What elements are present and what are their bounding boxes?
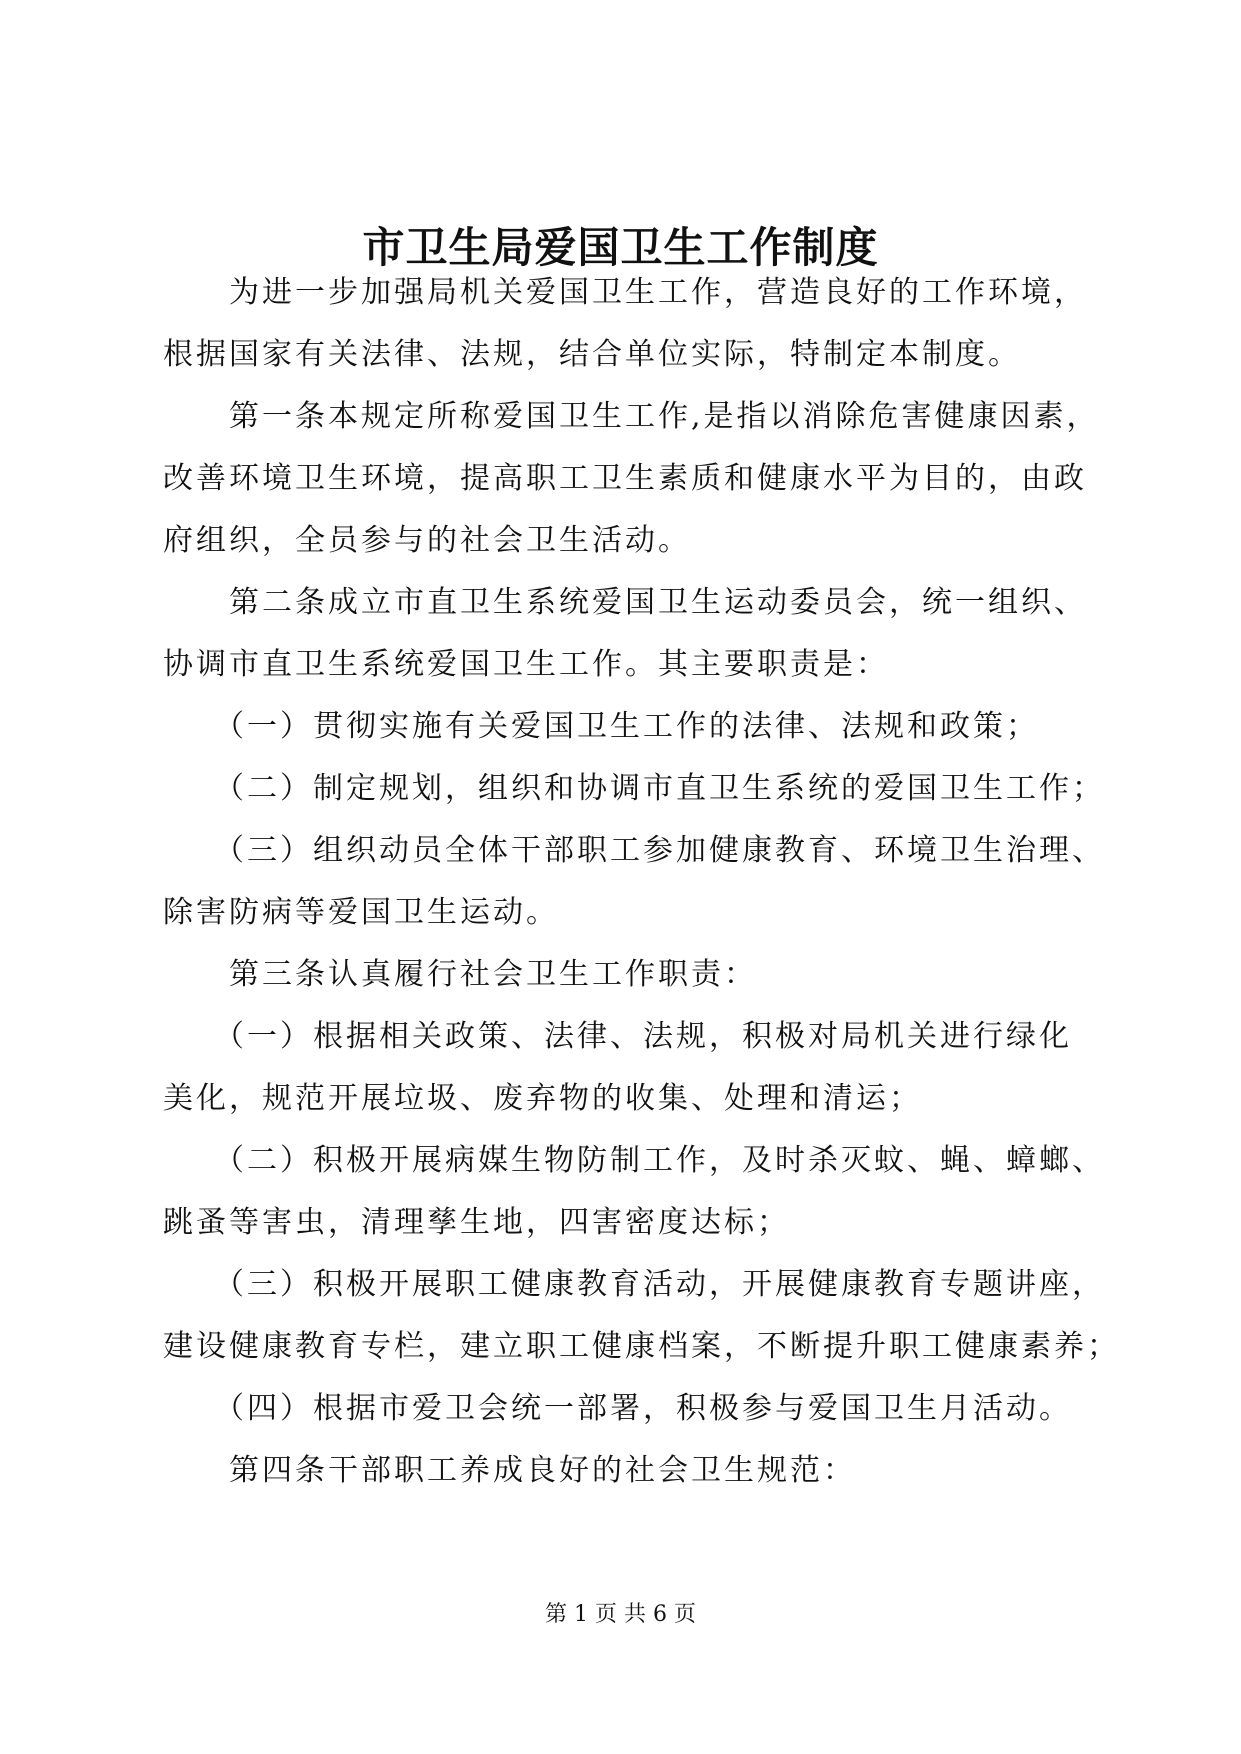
text-line: 第四条干部职工养成良好的社会卫生规范： (163, 1453, 856, 1488)
text-line: 建设健康教育专栏，建立职工健康档案，不断提升职工健康素养； (163, 1329, 1120, 1364)
text-line: （三）积极开展职工健康教育活动，开展健康教育专题讲座， (163, 1267, 1105, 1302)
page-footer: 第 1 页 共 6 页 (545, 1602, 696, 1627)
text-line: 第三条认真履行社会卫生工作职责： (163, 957, 757, 992)
text-line: 改善环境卫生环境，提高职工卫生素质和健康水平为目的，由政 (163, 461, 1087, 496)
text-line: （一）根据相关政策、法律、法规，积极对局机关进行绿化 (163, 1019, 1072, 1054)
text-line: 第二条成立市直卫生系统爱国卫生运动委员会，统一组织、 (163, 585, 1087, 620)
text-line: 美化，规范开展垃圾、废弃物的收集、处理和清运； (163, 1081, 922, 1116)
text-line: （三）组织动员全体干部职工参加健康教育、环境卫生治理、 (163, 833, 1105, 868)
text-line: 除害防病等爱国卫生运动。 (163, 895, 559, 930)
text-line: （二）制定规划，组织和协调市直卫生系统的爱国卫生工作； (163, 771, 1105, 806)
text-line: （一）贯彻实施有关爱国卫生工作的法律、法规和政策； (163, 709, 1039, 744)
text-line: （四）根据市爱卫会统一部署，积极参与爱国卫生月活动。 (163, 1391, 1072, 1426)
text-line: （二）积极开展病媒生物防制工作，及时杀灭蚊、蝇、蟑螂、 (163, 1143, 1105, 1178)
document-body (163, 262, 1120, 1502)
text-line: 协调市直卫生系统爱国卫生工作。其主要职责是： (163, 647, 889, 682)
text-line: 根据国家有关法律、法规，结合单位实际，特制定本制度。 (163, 337, 1021, 372)
text-line: 第一条本规定所称爱国卫生工作,是指以消除危害健康因素， (163, 399, 1100, 434)
text-line: 为进一步加强局机关爱国卫生工作，营造良好的工作环境， (163, 275, 1087, 310)
document-title: 市卫生局爱国卫生工作制度 (362, 223, 879, 272)
text-line: 府组织，全员参与的社会卫生活动。 (163, 523, 691, 558)
text-line: 跳蚤等害虫，清理孳生地，四害密度达标； (163, 1205, 790, 1240)
